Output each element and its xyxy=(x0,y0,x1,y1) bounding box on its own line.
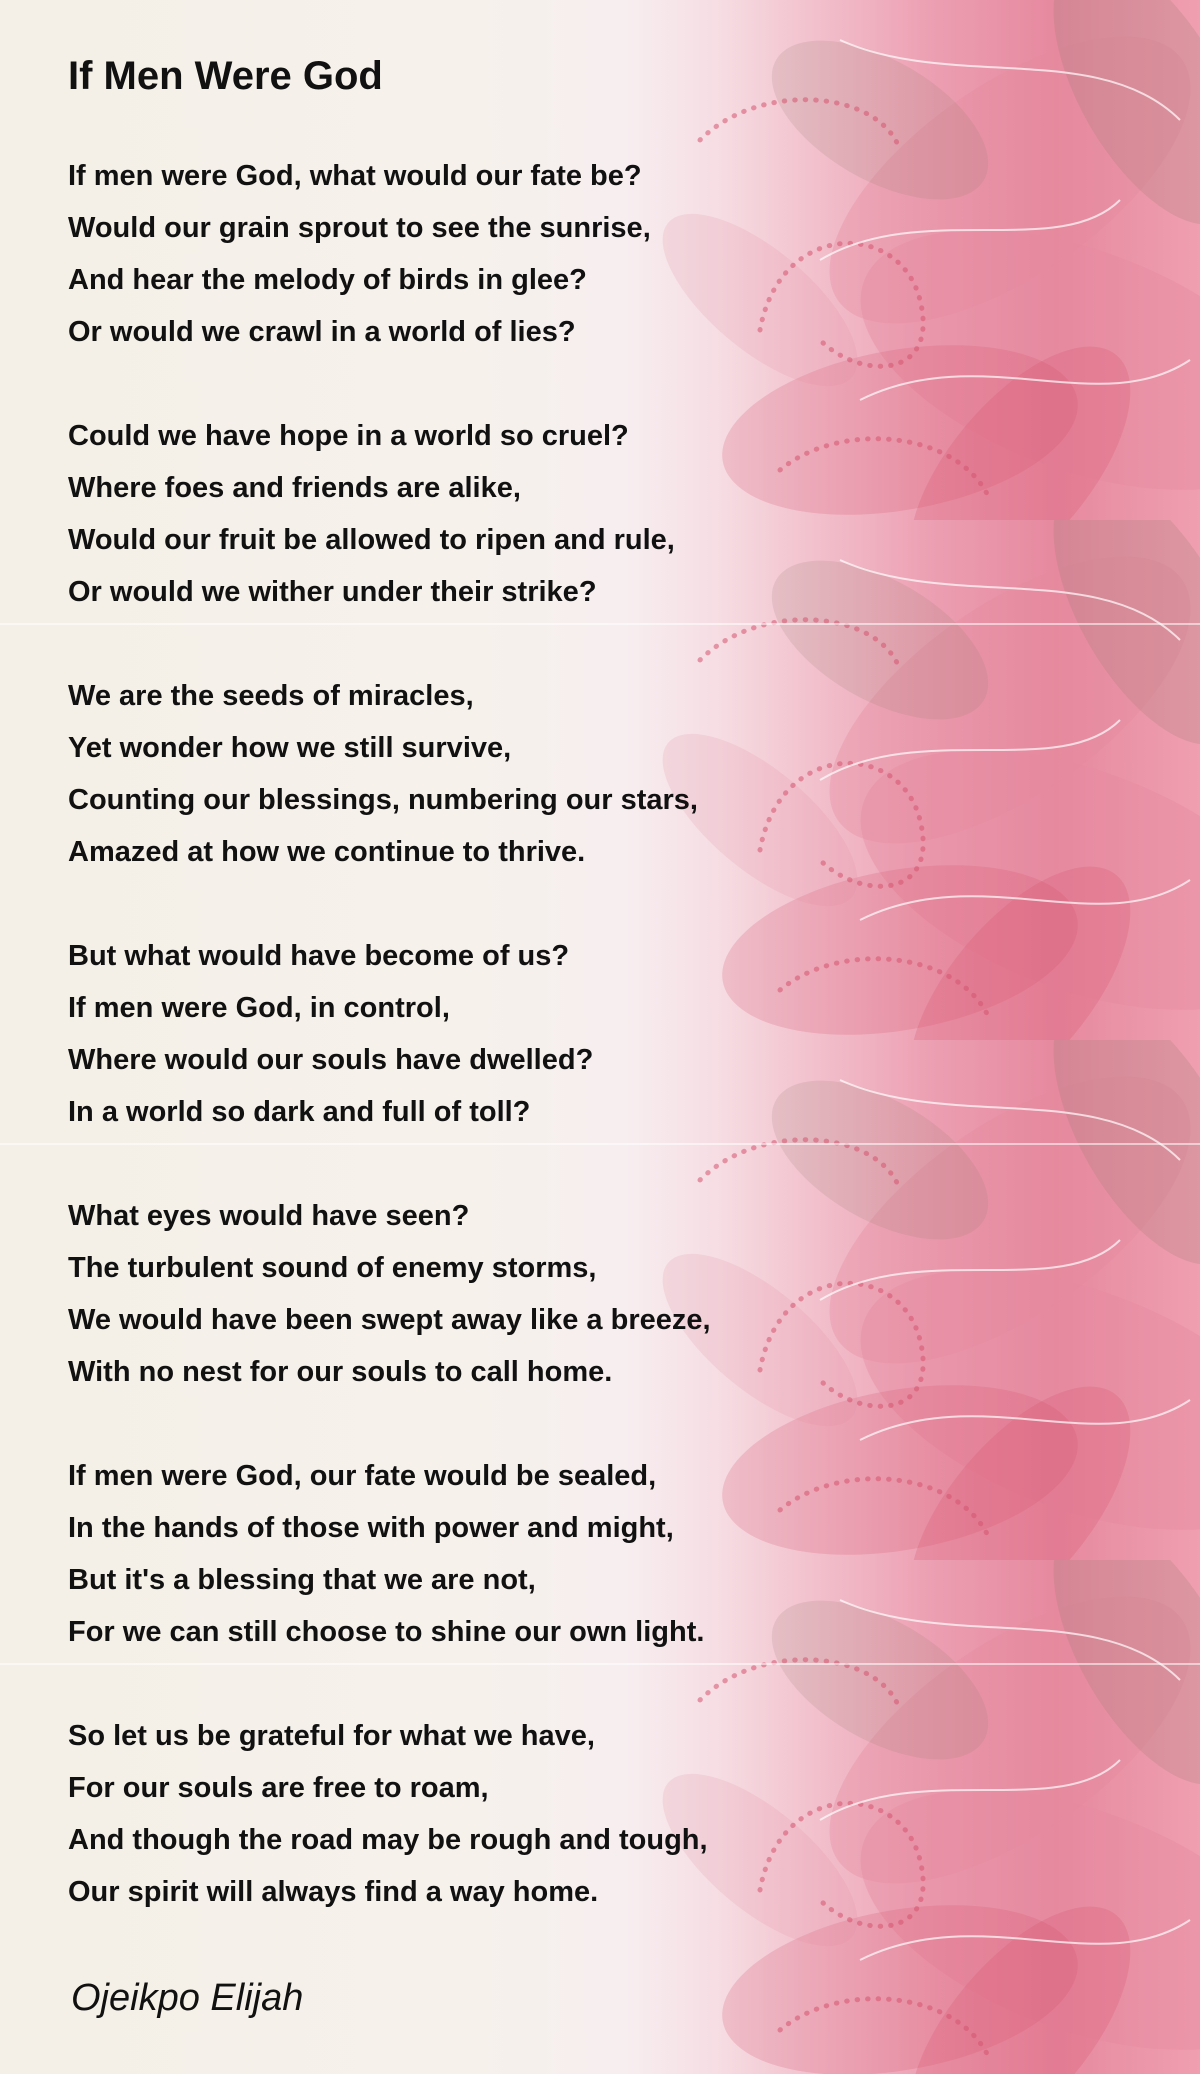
poem-line: If men were God, in control, xyxy=(68,992,450,1024)
poem-line: The turbulent sound of enemy storms, xyxy=(68,1252,597,1284)
poem-title: If Men Were God xyxy=(68,54,383,98)
poem-line: What eyes would have seen? xyxy=(68,1200,470,1232)
poem-line: If men were God, what would our fate be? xyxy=(68,160,642,192)
poem-line: For we can still choose to shine our own light. xyxy=(68,1616,705,1648)
panel-seam xyxy=(0,1143,1200,1145)
poem-line: But what would have become of us? xyxy=(68,940,570,972)
poem-author: Ojeikpo Elijah xyxy=(71,1977,304,2019)
stanza-3 xyxy=(68,670,698,878)
stanza-4 xyxy=(68,930,593,1138)
poem-line: And though the road may be rough and tough, xyxy=(68,1824,708,1856)
stanza-7 xyxy=(68,1710,708,1918)
panel-seam xyxy=(0,623,1200,625)
stanza-2 xyxy=(68,410,675,618)
poem-line: And hear the melody of birds in glee? xyxy=(68,264,587,296)
poem-line: Yet wonder how we still survive, xyxy=(68,732,512,764)
poem-line: But it's a blessing that we are not, xyxy=(68,1564,536,1596)
poem-line: Could we have hope in a world so cruel? xyxy=(68,420,629,452)
poem-line: Or would we wither under their strike? xyxy=(68,576,597,608)
poem-line: In a world so dark and full of toll? xyxy=(68,1096,531,1128)
poem-line: So let us be grateful for what we have, xyxy=(68,1720,595,1752)
poem-line: For our souls are free to roam, xyxy=(68,1772,489,1804)
poem-line: Would our grain sprout to see the sunrise, xyxy=(68,212,651,244)
panel-seam xyxy=(0,1663,1200,1665)
poem-line: Counting our blessings, numbering our stars, xyxy=(68,784,698,816)
poem-line: Would our fruit be allowed to ripen and rule, xyxy=(68,524,675,556)
poem-line: Where foes and friends are alike, xyxy=(68,472,521,504)
poem-line: Or would we crawl in a world of lies? xyxy=(68,316,576,348)
stanza-5 xyxy=(68,1190,711,1398)
poem-line: With no nest for our souls to call home. xyxy=(68,1356,613,1388)
poem-line: We would have been swept away like a breeze, xyxy=(68,1304,711,1336)
poem-line: Amazed at how we continue to thrive. xyxy=(68,836,586,868)
poem-line: We are the seeds of miracles, xyxy=(68,680,474,712)
poem-line: Our spirit will always find a way home. xyxy=(68,1876,599,1908)
poem-line: Where would our souls have dwelled? xyxy=(68,1044,594,1076)
stanza-6 xyxy=(68,1450,704,1658)
stanza-1 xyxy=(68,150,651,358)
poem-line: If men were God, our fate would be sealed, xyxy=(68,1460,657,1492)
poem-line: In the hands of those with power and might, xyxy=(68,1512,674,1544)
